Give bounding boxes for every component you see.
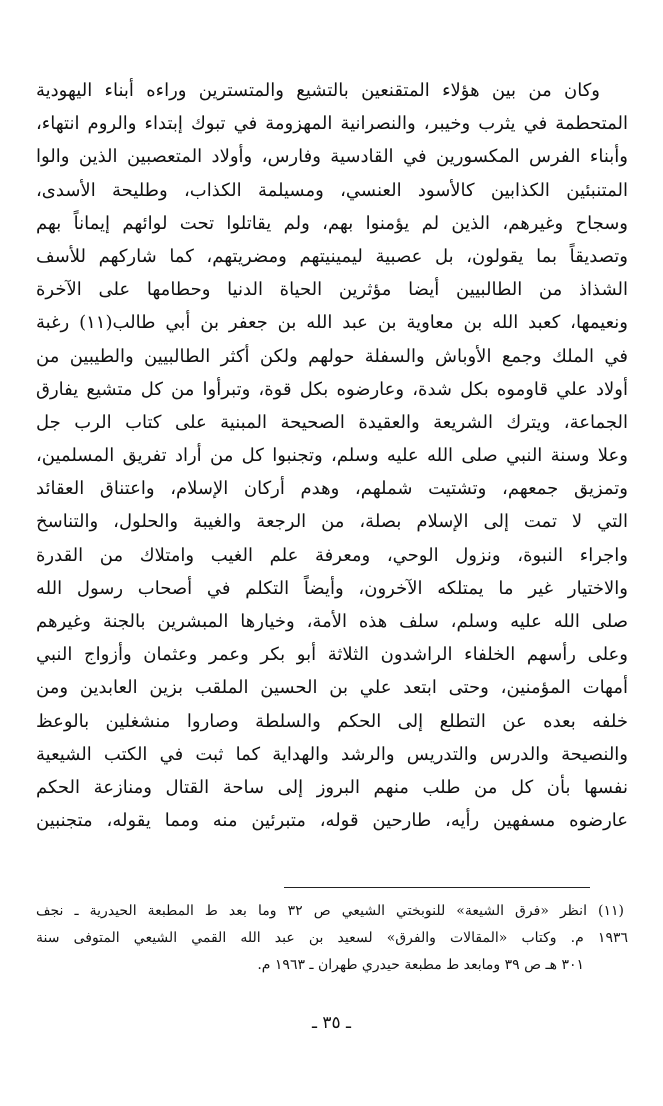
- body-line: التي لا تمت إلى الإسلام بصلة، من الرجعة والغيبة والحلول، والتناسخ: [36, 511, 628, 533]
- body-line: وسجاح وغيرهم، الذين لم يؤمنوا بهم، ولم يقاتلوا تحت لوائهم إيماناً بهم: [36, 212, 628, 234]
- body-line: المتنبئين الكذابين كالأسود العنسي، ومسيلمة الكذاب، وطليحة الأسدى،: [36, 179, 628, 201]
- body-line: أمهات المؤمنين، وحتى ابتعد علي بن الحسين الملقب بزين العابدين ومن: [36, 677, 628, 699]
- body-line: واجراء النبوة، ونزول الوحي، ومعرفة علم الغيب وامتلاك من القدرة: [36, 544, 628, 566]
- body-line: الجماعة، ويترك الشريعة والعقيدة الصحيحة المبنية على كتاب الرب جل: [36, 411, 628, 433]
- footnote-line: (١١) انظر «فرق الشيعة» للنوبختي الشيعي ص ٣٢ وما بعد ط المطبعة الحيدرية ـ نجف: [36, 903, 624, 919]
- body-text: [36, 74, 628, 837]
- body-line: وكان من بين هؤلاء المتقنعين بالتشيع والمتسترين وراءه أبناء اليهودية: [36, 80, 600, 101]
- footnote-line: ٣٠١ هـ ص ٣٩ ومابعد ط مطبعة حيدري طهران ـ ١٩٦٣ م.: [257, 957, 584, 973]
- body-line: وتصديقاً بما يقولون، بل عصبية ليمينيتهم ومضريتهم، كما شاركهم للأسف: [36, 245, 628, 267]
- body-line: عارضوه مسفهين رأيه، طارحين قوله، متبرئين منه ومما يقوله، متجنبين: [36, 810, 628, 832]
- footnote-line: ١٩٣٦ م. وكتاب «المقالات والفرق» لسعيد بن عبد الله القمي الشيعي المتوفى سنة: [36, 930, 628, 946]
- footnotes: [36, 898, 628, 979]
- body-line: المتحطمة في يثرب وخيبر، والنصرانية المهزومة في تبوك إبتداء والروم انتهاء،: [36, 113, 628, 135]
- body-line: خلفه بعده عن التطلع إلى الحكم والسلطة وصاروا منشغلين بالوعظ: [36, 710, 628, 732]
- body-line: وأبناء الفرس المكسورين في القادسية وفارس، وأولاد المتعصبين الذين والوا: [36, 146, 628, 168]
- body-line: صلى الله عليه وسلم، سلف هذه الأمة، وخيارها المبشرين بالجنة وغيرهم: [36, 611, 628, 632]
- page-number: ـ ٣٥ ـ: [311, 1013, 352, 1033]
- body-line: والنصيحة والدرس والتدريس والرشد والهداية كما ثبت في الكتب الشيعية: [36, 743, 628, 765]
- body-line: والاختيار غير ما يمتلكه الآخرون، وأيضاً التكلم في أصحاب رسول الله: [36, 577, 628, 599]
- body-line: الشذاذ من الطالبيين أيضا مؤثرين الحياة الدنيا وحطامها على الآخرة: [36, 279, 628, 301]
- body-line: في الملك وجمع الأوباش والسفلة حولهم ولكن أكثر الطالبيين والطيبين من: [36, 345, 628, 367]
- body-line: أولاد علي قاوموه بكل شدة، وعارضوه بكل قوة، وتبرأوا من كل متشيع يفارق: [36, 378, 628, 400]
- body-line: وتمزيق جمعهم، وتشتيت شملهم، وهدم أركان الإسلام، واعتناق العقائد: [36, 478, 628, 500]
- footnote-divider: [284, 887, 590, 888]
- body-line: وعلى رأسهم الخلفاء الراشدون الثلاثة أبو بكر وعمر وعثمان وأزواج النبي: [36, 644, 628, 666]
- body-line: نفسها بأن كل من طلب منهم البروز إلى ساحة القتال ومنازعة الحكم: [36, 776, 628, 798]
- body-line: ونعيمها، كعبد الله بن معاوية بن عبد الله بن جعفر بن أبي طالب(١١) رغبة: [36, 312, 628, 334]
- body-line: وعلا وسنة النبي صلى الله عليه وسلم، وتجنبوا كل من أراد تفريق المسلمين،: [36, 445, 628, 467]
